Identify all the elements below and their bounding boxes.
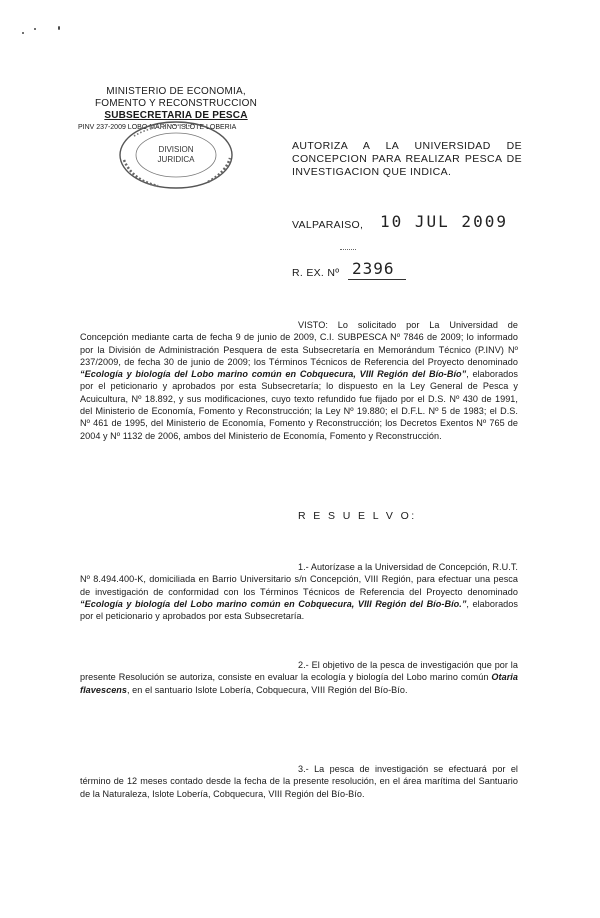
resolution-number-underline bbox=[348, 279, 406, 280]
point-2-text-b: , en el santuario Islote Lobería, Cobquecura, VIII Región del Bío-Bío. bbox=[127, 684, 408, 695]
resolution-number-label: R. EX. Nº bbox=[292, 267, 340, 279]
ministry-header bbox=[88, 86, 264, 122]
point-2-text-a: 2.- El objetivo de la pesca de investigación que por la presente Resolución se autoriza, consiste en evaluar la ecología y biología del Lobo marino común bbox=[80, 660, 518, 683]
point-1-text-b: , elaborados por el peticionario y aprobados por esta Subsecretaría. bbox=[80, 598, 518, 622]
resuelvo-heading: R E S U E L V O: bbox=[298, 510, 417, 522]
visto-text-1: VISTO: Lo solicitado por La Universidad de Concepción mediante carta de fecha 9 de junio de 2009, C.I. SUBPESCA Nº 7846 de 2009; lo informado por la División de Administración Pesquera de esta Subsecretaría en Memorándum Técnico (P.INV) Nº 237/2009, de fecha 30 de junio de 2009; los Términos Técnicos de Referencia del Proyecto denominado bbox=[80, 320, 518, 367]
point-2-paragraph bbox=[80, 659, 518, 696]
stamp-line-1: DIVISION bbox=[158, 145, 194, 154]
scan-specks bbox=[22, 24, 72, 38]
resolution-date: 10 JUL 2009 bbox=[380, 212, 508, 231]
place-label: VALPARAISO, bbox=[292, 219, 364, 231]
visto-text-2: , elaborados por el peticionario y aprobados por esta Subsecretaría; lo dispuesto en la Ley General de Pesca y Acuicultura, Nº 18.892, y sus modificaciones, cuyo texto refundido fue fijado por el D.S. Nº 430 de 1991, del Ministerio de Economía, Fomento y Reconstrucción; la Ley Nº 19.880; el D.F.L. Nº 5 de 1983; el D.S. Nº 461 de 1995, del Ministerio de Economía, Fomento y Reconstrucción; los Decretos Exentos Nº 765 de 2004 y Nº 1132 de 2006, ambos del Ministerio de Economía, Fomento y Reconstrucción. bbox=[80, 369, 518, 441]
point-1-text-a: 1.- Autorízase a la Universidad de Concepción, R.U.T. Nº 8.494.400-K, domiciliada en Barrio Universitario s/n Concepción, VIII Región, para efectuar una pesca de investigación de conformidad con los Términos Técnicos de Referencia del Proyecto denominado bbox=[80, 562, 518, 597]
stamp-line-2: JURIDICA bbox=[157, 155, 195, 164]
point-3-paragraph: 3.- La pesca de investigación se efectuará por el término de 12 meses contado desde la fecha de la presente resolución, en el área marítima del Santuario de la Naturaleza, Islote Lobería, Cobquecura, VIII Región del Bío-Bío. bbox=[80, 764, 518, 799]
reference-line: PINV 237-2009 LOBO MARINO ISLOTE LOBERIA bbox=[78, 124, 237, 131]
legal-division-stamp bbox=[118, 120, 234, 190]
point-1-paragraph bbox=[80, 561, 518, 622]
ministry-line-2: FOMENTO Y RECONSTRUCCION bbox=[94, 98, 258, 109]
ministry-line-1: MINISTERIO DE ECONOMIA, bbox=[106, 86, 246, 97]
ministry-line-3: SUBSECRETARIA DE PESCA bbox=[104, 110, 248, 121]
point-1-project-title: “Ecología y biología del Lobo marino común en Cobquecura, VIII Región del Bío-Bío.” bbox=[80, 598, 467, 609]
visto-project-title: “Ecología y biología del Lobo marino común en Cobquecura, VIII Región del Bío-Bío” bbox=[80, 369, 467, 380]
resolution-subject: AUTORIZA A LA UNIVERSIDAD DE CONCEPCION PARA REALIZAR PESCA DE INVESTIGACION QUE INDICA. bbox=[292, 140, 522, 178]
number-mark bbox=[340, 249, 356, 250]
visto-paragraph bbox=[80, 319, 518, 442]
point-2-species: Otaria flavescens bbox=[80, 672, 518, 695]
resolution-number: 2396 bbox=[352, 259, 395, 278]
